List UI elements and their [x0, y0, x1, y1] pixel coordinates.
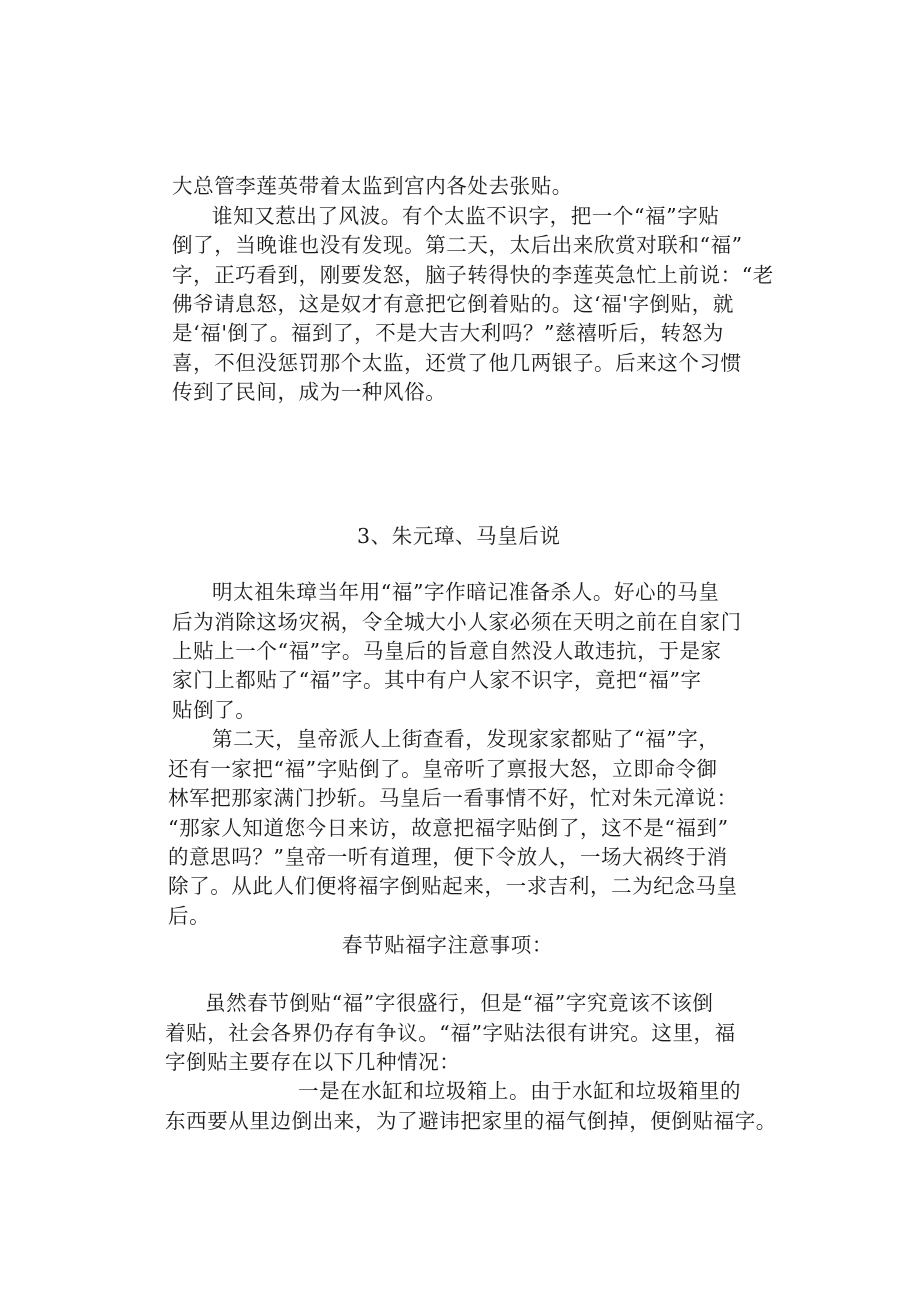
paragraph-line: 一是在水缸和垃圾箱上。由于水缸和垃圾箱里的 — [298, 1079, 742, 1103]
paragraph-line: 上贴上一个“福”字。马皇后的旨意自然没人敢违抗，于是家 — [172, 639, 722, 663]
paragraph-line: 大总管李莲英带着太监到宫内各处去张贴。 — [172, 174, 573, 198]
paragraph-line: 东西要从里边倒出来，为了避讳把家里的福气倒掉，便倒贴福字。 — [165, 1109, 777, 1133]
paragraph-line: 贴倒了。 — [172, 698, 257, 722]
paragraph-line: 喜，不但没惩罚那个太监，还赏了他几两银子。后来这个习惯 — [172, 351, 742, 375]
paragraph-line: 字，正巧看到，刚要发怒，脑子转得快的李莲英急忙上前说：“老 — [172, 263, 774, 287]
paragraph-line: 后为消除这场灾祸，令全城大小人家必须在天明之前在自家门 — [172, 610, 742, 634]
paragraph-line: 后。 — [168, 904, 211, 928]
paragraph-line: “那家人知道您今日来访，故意把福字贴倒了，这不是“福到” — [168, 816, 729, 840]
paragraph-line: 着贴，社会各界仍存有争议。“福”字贴法很有讲究。这里，福 — [165, 1021, 736, 1045]
notes-heading: 春节贴福字注意事项： — [342, 933, 553, 957]
paragraph-line: 第二天，皇帝派人上街查看，发现家家都贴了“福”字， — [212, 727, 720, 751]
paragraph-line: 还有一家把“福”字贴倒了。皇帝听了禀报大怒，立即命令御 — [168, 757, 718, 781]
paragraph-line: 林军把那家满门抄斩。马皇后一看事情不好，忙对朱元漳说： — [168, 786, 738, 810]
paragraph-line: 是‘福'倒了。福到了，不是大吉大利吗？”慈禧听后，转怒为 — [172, 321, 724, 345]
paragraph-line: 除了。从此人们便将福字倒贴起来，一求吉利，二为纪念马皇 — [168, 874, 738, 898]
paragraph-line: 明太祖朱璋当年用“福”字作暗记准备杀人。好心的马皇 — [212, 580, 720, 604]
paragraph-line: 谁知又惹出了风波。有个太监不识字，把一个“福”字贴 — [212, 204, 720, 228]
paragraph-line: 佛爷请息怒，这是奴才有意把它倒着贴的。这‘福'字倒贴，就 — [172, 292, 734, 316]
paragraph-line: 虽然春节倒贴“福”字很盛行，但是“福”字究竟该不该倒 — [205, 991, 714, 1015]
paragraph-line: 传到了民间，成为一种风俗。 — [172, 380, 447, 404]
paragraph-line: 字倒贴主要存在以下几种情况： — [165, 1050, 461, 1074]
paragraph-line: 家门上都贴了“福”字。其中有户人家不识字，竟把“福”字 — [172, 668, 702, 692]
section-heading: 3、朱元璋、马皇后说 — [357, 524, 561, 548]
paragraph-line: 倒了，当晚谁也没有发现。第二天，太后出来欣赏对联和“福” — [172, 233, 743, 257]
paragraph-line: 的意思吗？”皇帝一听有道理，便下令放人，一场大祸终于消 — [168, 845, 728, 869]
